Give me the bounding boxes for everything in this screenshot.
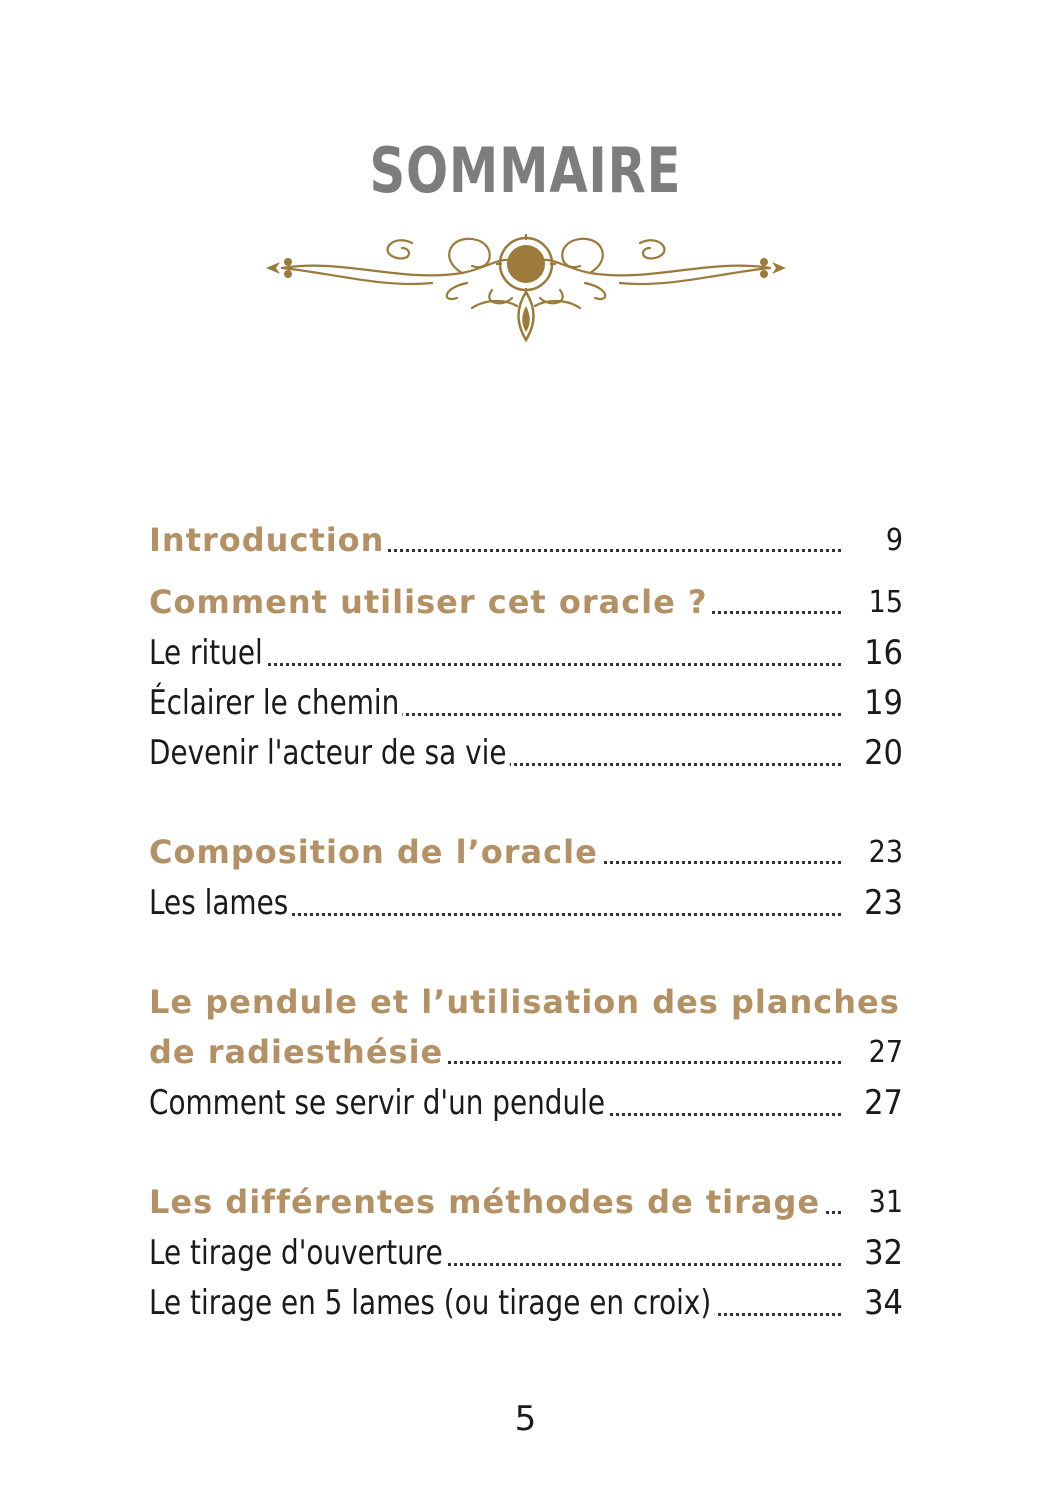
toc-entry-label: Le tirage en 5 lames (ou tirage en croix) (149, 1286, 715, 1320)
toc-entry-label: Le tirage d'ouverture (149, 1236, 446, 1270)
toc-entry-label: Introduction (149, 524, 388, 556)
toc-entry-page: 27 (864, 1083, 903, 1123)
toc-entry-methodes[interactable] (149, 1168, 909, 1221)
toc-entry-label: Composition de l’oracle (149, 836, 602, 868)
toc-entry-composition[interactable] (149, 818, 909, 871)
toc-entry-label: de radiesthésie (149, 1036, 447, 1068)
flourish-ornament-icon (262, 228, 790, 348)
toc-entry-page: 31 (868, 1185, 903, 1220)
toc-entry-label: Devenir l'acteur de sa vie (149, 736, 510, 770)
toc-entry-page: 9 (885, 523, 903, 558)
toc-entry-comment-utiliser[interactable] (149, 568, 909, 621)
toc-entry-page: 23 (868, 835, 903, 870)
toc-entry-servir-pendule[interactable] (149, 1070, 909, 1123)
toc-entry-label: Le rituel (149, 636, 266, 670)
toc-entry-introduction[interactable] (149, 506, 909, 559)
toc-entry-label: Éclairer le chemin (149, 686, 403, 720)
toc-entry-label: Les lames (149, 886, 292, 920)
toc-entry-page: 15 (868, 585, 903, 620)
toc-entry-label: Comment utiliser cet oracle ? (149, 586, 712, 618)
toc-entry-label: Les différentes méthodes de tirage (149, 1186, 824, 1218)
toc-entry-le-rituel[interactable] (149, 620, 909, 673)
toc-entry-page: 19 (864, 683, 903, 723)
toc-entry-pendule[interactable] (149, 1018, 909, 1071)
toc-entry-tirage-ouverture[interactable] (149, 1220, 909, 1273)
toc-entry-label: Le pendule et l’utilisation des planches (149, 986, 904, 1018)
toc-entry-page: 27 (868, 1035, 903, 1070)
toc-entry-page: 16 (864, 633, 903, 673)
toc-entry-les-lames[interactable] (149, 870, 909, 923)
toc-entry-label: Comment se servir d'un pendule (149, 1086, 608, 1120)
toc-entry-eclairer[interactable] (149, 670, 909, 723)
toc-entry-page: 20 (864, 733, 903, 773)
toc-entry-devenir[interactable] (149, 720, 909, 773)
toc-entry-page: 23 (864, 883, 903, 923)
toc-entry-page: 34 (864, 1283, 903, 1323)
toc-entry-tirage-5-lames[interactable] (149, 1270, 909, 1323)
page-number: 5 (514, 1399, 537, 1439)
page-title: SOMMAIRE (369, 134, 682, 207)
toc-entry-page: 32 (864, 1233, 903, 1273)
toc-entry-pendule-line1[interactable] (149, 968, 909, 1021)
